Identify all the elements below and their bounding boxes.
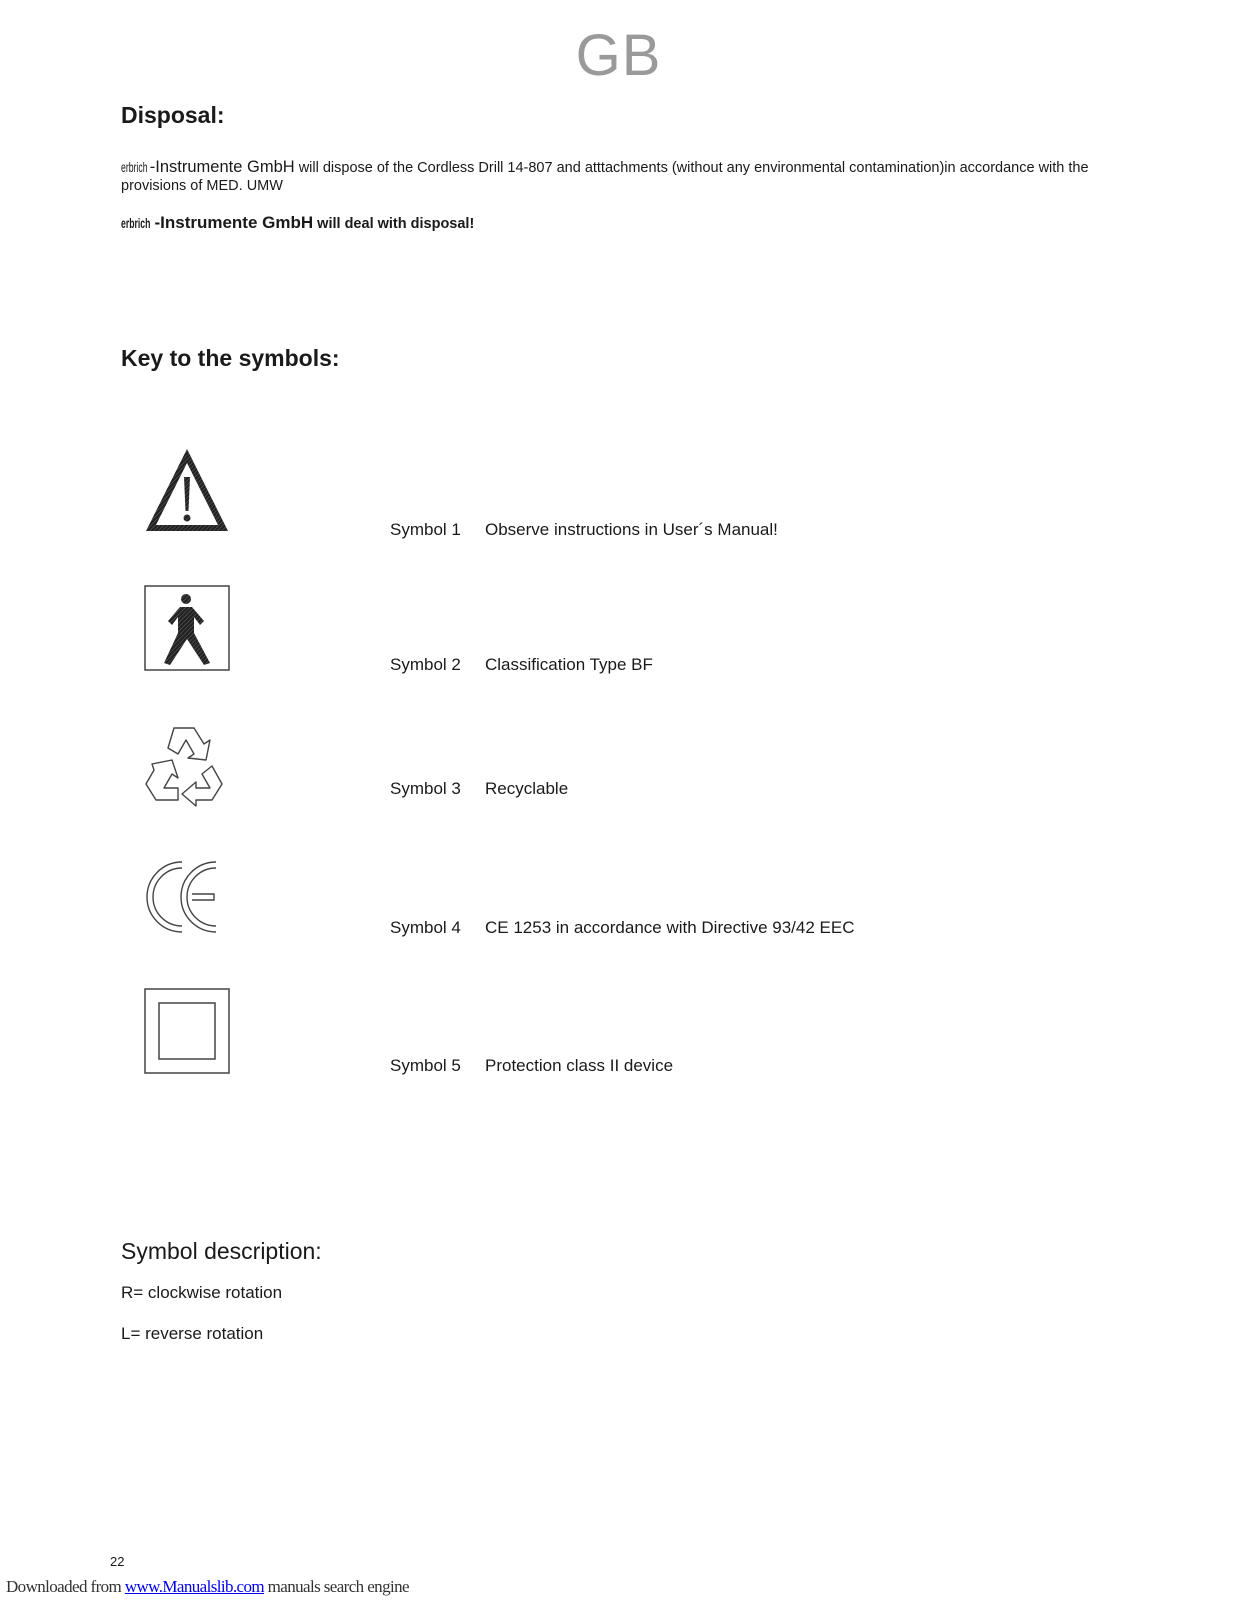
brand-name: erbrich <box>121 159 148 175</box>
symbol-description: Observe instructions in User´s Manual! <box>485 520 778 539</box>
recycle-icon <box>144 722 230 808</box>
disposal-note <box>121 213 474 233</box>
type-bf-person-icon <box>144 585 230 671</box>
symbol-description: Recyclable <box>485 779 569 798</box>
symbol-description-heading: Symbol description: <box>121 1238 322 1264</box>
company-name: -Instrumente GmbH <box>149 158 295 176</box>
rotation-clockwise: R= clockwise rotation <box>121 1283 283 1302</box>
key-heading: Key to the symbols: <box>121 345 340 371</box>
ce-mark-icon <box>144 858 230 944</box>
symbol-description: Classification Type BF <box>485 655 653 674</box>
language-code: GB <box>575 23 662 88</box>
disposal-paragraph <box>121 158 1121 195</box>
company-name: -Instrumente GmbH <box>154 213 314 232</box>
footer-suffix: manuals search engine <box>264 1577 409 1596</box>
brand-name: erbrich <box>121 215 151 231</box>
footer-prefix: Downloaded from <box>6 1577 125 1596</box>
double-square-icon <box>144 988 230 1074</box>
footer <box>6 1577 409 1597</box>
symbol-label: Symbol 5 <box>390 1056 461 1075</box>
page-number: 22 <box>110 1554 125 1569</box>
symbol-description: Protection class II device <box>485 1056 674 1075</box>
symbol-label: Symbol 4 <box>390 918 461 937</box>
warning-triangle-icon <box>144 447 230 533</box>
symbol-label: Symbol 2 <box>390 655 461 674</box>
disposal-note-text: will deal with disposal! <box>313 216 475 232</box>
manualslib-link[interactable]: www.Manualslib.com <box>124 1577 265 1596</box>
symbol-description: CE 1253 in accordance with Directive 93/42 EEC <box>485 918 855 937</box>
disposal-text: will dispose of the Cordless Drill 14-807 and atttachments (without any environmental contamination)in accordance with the provisions of MED. UMW <box>121 160 1089 194</box>
symbol-label: Symbol 1 <box>390 520 461 539</box>
disposal-heading: Disposal: <box>121 102 225 128</box>
symbol-label: Symbol 3 <box>390 779 461 798</box>
rotation-reverse: L= reverse rotation <box>121 1324 264 1343</box>
